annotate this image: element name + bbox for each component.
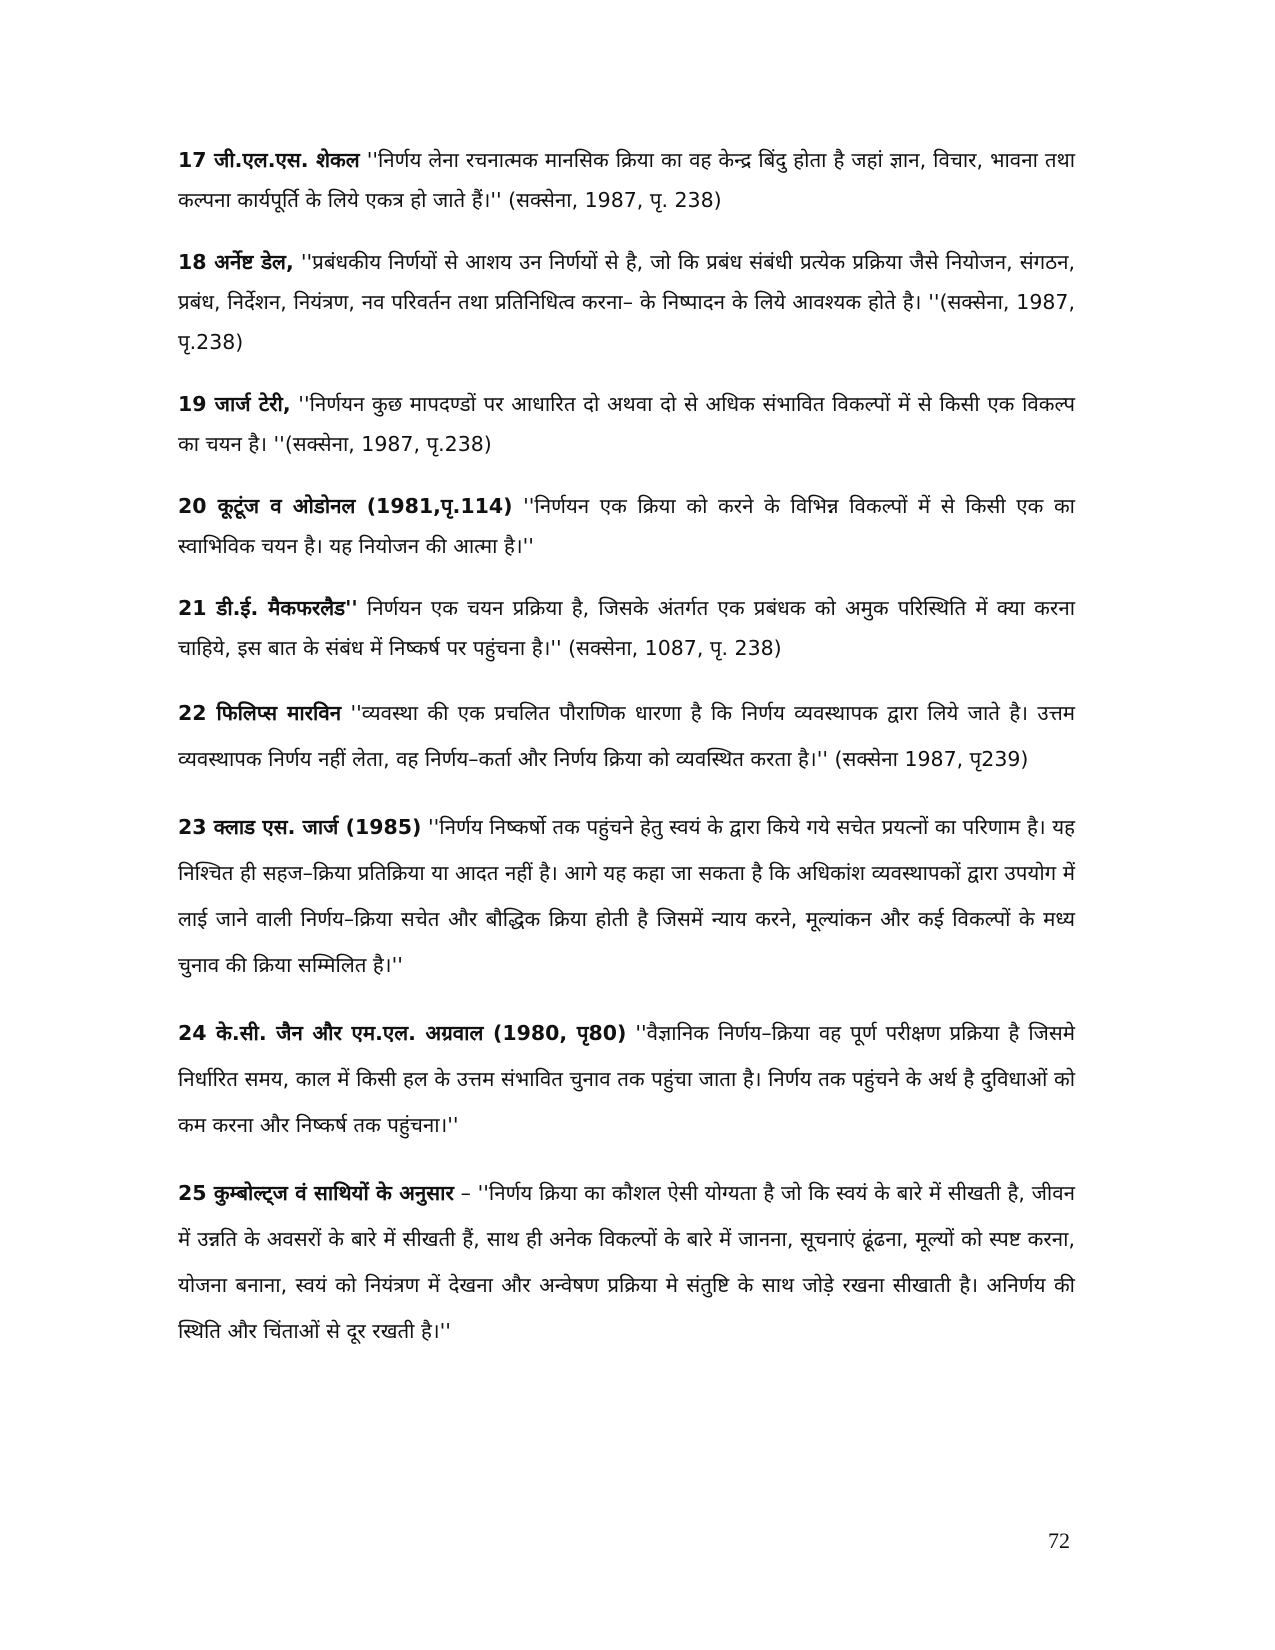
definition-entry-20 (178, 486, 1075, 566)
entry-heading: 20 कूटूंज व ओडोनल (1981,पृ.114) (178, 494, 513, 518)
entry-heading: 24 के.सी. जैन और एम.एल. अग्रवाल (1980, पृ80) (178, 1021, 627, 1045)
entry-text: ''वैज्ञानिक निर्णय–क्रिया वह पूर्ण परीक्षण प्रक्रिया है जिसमे निर्धारित समय, काल में किसी हल के उत्तम संभावित चुनाव तक पहुंचा जाता है। निर्णय तक पहुंचने के अर्थ है दुविधाओं को कम करना और निष्कर्ष तक पहुंचना।'' (178, 1021, 1075, 1137)
document-body (178, 140, 1075, 1376)
definition-entry-18 (178, 242, 1075, 362)
definition-entry-23 (178, 804, 1075, 988)
entry-text: ''व्यवस्था की एक प्रचलित पौराणिक धारणा है कि निर्णय व्यवस्थापक द्वारा लिये जाते है। उत्तम व्यवस्थापक निर्णय नहीं लेता, वह निर्णय–कर्ता और निर्णय क्रिया को व्यवस्थित करता है।'' (सक्सेना 1987, पृ239) (178, 701, 1076, 771)
entry-text: ''निर्णयन कुछ मापदण्डों पर आधारित दो अथवा दो से अधिक संभावित विकल्पों में से किसी एक विकल्प का चयन है। ''(सक्सेना, 1987, पृ.238) (178, 392, 1075, 456)
definition-entry-21 (178, 588, 1075, 668)
entry-heading: 25 कुम्बोल्ट्ज वं साथियों के अनुसार (178, 1181, 454, 1205)
definition-entry-25 (178, 1170, 1075, 1354)
entry-heading: 22 फिलिप्स मारविन (178, 701, 342, 725)
entry-text: ''निर्णयन एक क्रिया को करने के विभिन्न विकल्पों में से किसी एक का स्वाभिविक चयन है। यह नियोजन की आत्मा है।'' (178, 494, 1075, 558)
entry-heading: 19 जार्ज टेरी, (178, 392, 291, 416)
entry-heading: 17 जी.एल.एस. शेकल (178, 148, 360, 172)
definition-entry-19 (178, 384, 1075, 464)
entry-text: ''निर्णय निष्कर्षो तक पहुंचने हेतु स्वयं के द्वारा किये गये सचेत प्रयत्नों का परिणाम है। यह निश्चित ही सहज–क्रिया प्रतिक्रिया या आदत नहीं है। आगे यह कहा जा सकता है कि अधिकांश व्यवस्थापकों द्वारा उपयोग में लाई जाने वाली निर्णय–क्रिया सचेत और बौद्धिक क्रिया होती है जिसमें न्याय करने, मूल्यांकन और कई विकल्पों के मध्य चुनाव की क्रिया सम्मिलित है।'' (178, 815, 1076, 977)
entry-heading: 21 डी.ई. मैकफरलैड'' (178, 596, 358, 620)
entry-text: ''निर्णय लेना रचनात्मक मानसिक क्रिया का वह केन्द्र बिंदु होता है जहां ज्ञान, विचार, भावना तथा कल्पना कार्यपूर्ति के लिये एकत्र हो जाते हैं।'' (सक्सेना, 1987, पृ. 238) (178, 148, 1076, 212)
page-number: 72 (1048, 1528, 1070, 1553)
definition-entry-24 (178, 1010, 1075, 1148)
entry-heading: 23 क्लाड एस. जार्ज (1985) (178, 815, 422, 839)
entry-text: निर्णयन एक चयन प्रक्रिया है, जिसके अंतर्गत एक प्रबंधक को अमुक परिस्थिति में क्या करना चाहिये, इस बात के संबंध में निष्कर्ष पर पहुंचना है।'' (सक्सेना, 1087, पृ. 238) (178, 596, 1075, 660)
entry-text: – ''निर्णय क्रिया का कौशल ऐसी योग्यता है जो कि स्वयं के बारे में सीखती है, जीवन में उन्नति के अवसरों के बारे में सीखती हैं, साथ ही अनेक विकल्पों के बारे में जानना, सूचनाएं ढूंढना, मूल्यों को स्पष्ट करना, योजना बनाना, स्वयं को नियंत्रण में देखना और अन्वेषण प्रक्रिया मे संतुष्टि के साथ जोड़े रखना सीखाती है। अनिर्णय की स्थिति और चिंताओं से दूर रखती है।'' (178, 1181, 1076, 1343)
definition-entry-22 (178, 690, 1075, 782)
entry-heading: 18 अर्नेष्ट डेल, (178, 250, 294, 274)
entry-text: ''प्रबंधकीय निर्णयों से आशय उन निर्णयों से है, जो कि प्रबंध संबंधी प्रत्येक प्रक्रिया जैसे नियोजन, संगठन, प्रबंध, निर्देशन, नियंत्रण, नव परिवर्तन तथा प्रतिनिधित्व करना– के निष्पादन के लिये आवश्यक होते है। ''(सक्सेना, 1987, पृ.238) (178, 250, 1075, 354)
definition-entry-17 (178, 140, 1075, 220)
